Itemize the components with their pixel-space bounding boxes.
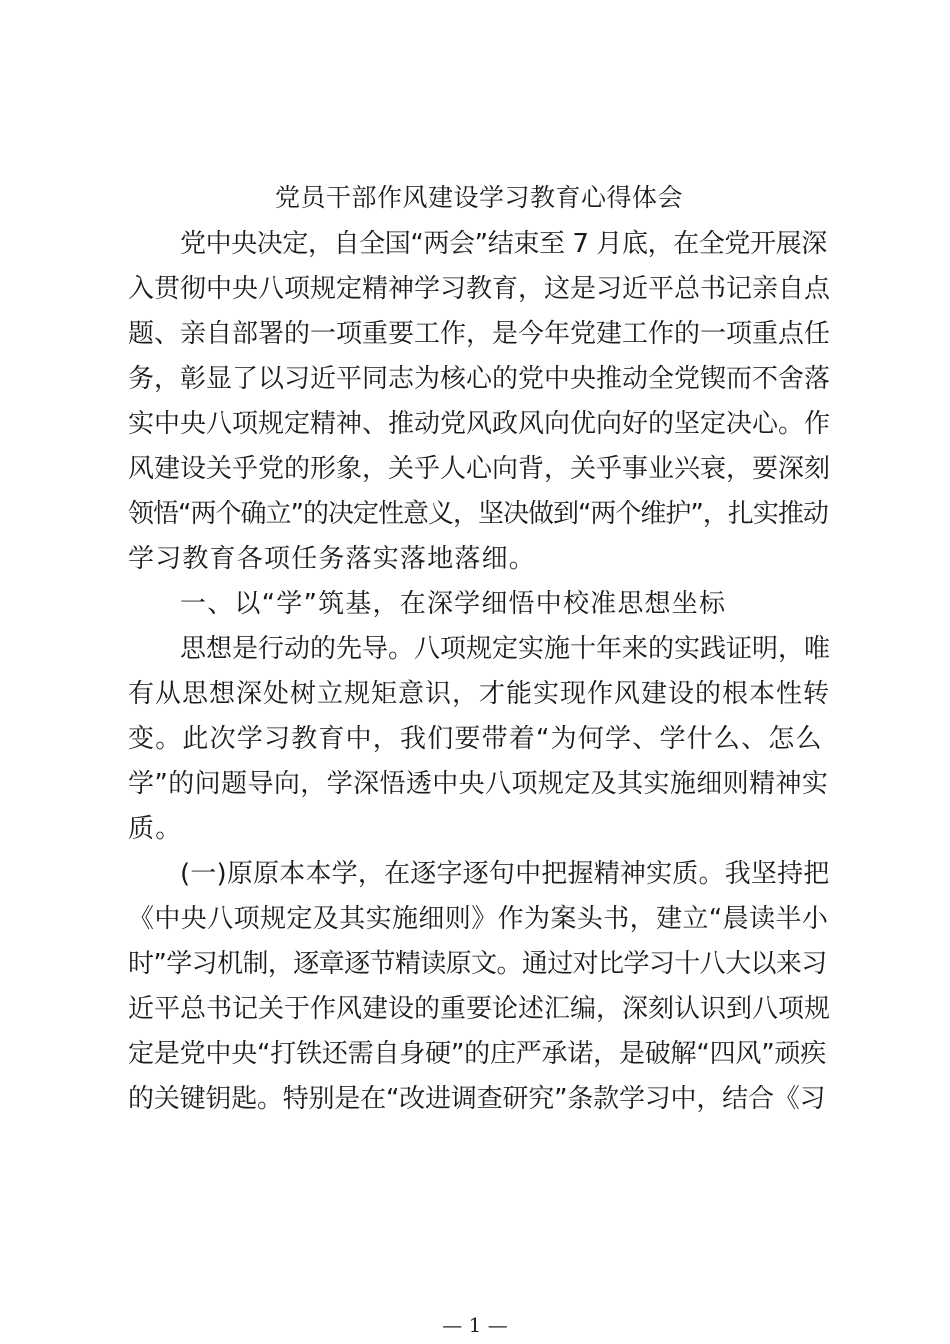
- paragraph-line: 质。: [128, 814, 183, 844]
- paragraph-line: 风建设关乎党的形象，关乎人心向背，关乎事业兴衰，要深刻: [128, 454, 831, 484]
- paragraph-line: 《中央八项规定及其实施细则》作为案头书，建立“晨读半小: [128, 904, 829, 934]
- document-title: 党员干部作风建设学习教育心得体会: [274, 183, 683, 212]
- paragraph-line: 近平总书记关于作风建设的重要论述汇编，深刻认识到八项规: [128, 994, 831, 1024]
- section-heading: 一、以“学”筑基，在深学细悟中校准思想坐标: [180, 589, 727, 619]
- paragraph-line: 入贯彻中央八项规定精神学习教育，这是习近平总书记亲自点: [128, 274, 831, 304]
- paragraph-line: 领悟“两个确立”的决定性意义，坚决做到“两个维护”，扎实推动: [128, 499, 828, 529]
- paragraph-line: 学习教育各项任务落实落地落细。: [128, 544, 537, 574]
- paragraph-line: 题、亲自部署的一项重要工作，是今年党建工作的一项重点任: [128, 319, 831, 349]
- paragraph-line: 的关键钥匙。特别是在“改进调查研究”条款学习中，结合《习: [128, 1084, 826, 1114]
- paragraph-line: 实中央八项规定精神、推动党风政风向优向好的坚定决心。作: [128, 409, 831, 439]
- page-number: — 1 —: [442, 1313, 508, 1337]
- paragraph-line: 党中央决定，自全国“两会”结束至 7 月底，在全党开展深: [180, 229, 827, 259]
- paragraph-line: 时”学习机制，逐章逐节精读原文。通过对比学习十八大以来习: [128, 949, 827, 979]
- paragraph-line: 有从思想深处树立规矩意识，才能实现作风建设的根本性转: [128, 679, 831, 709]
- subsection-line: (一)原原本本学，在逐字逐句中把握精神实质。我坚持把: [180, 859, 830, 889]
- paragraph-line: 学”的问题导向，学深悟透中央八项规定及其实施细则精神实: [128, 769, 829, 799]
- paragraph-line: 务，彰显了以习近平同志为核心的党中央推动全党锲而不舍落: [128, 364, 831, 394]
- paragraph-line: 变。此次学习教育中，我们要带着“为何学、学什么、怎么: [128, 724, 823, 754]
- paragraph-line: 定是党中央“打铁还需自身硬”的庄严承诺，是破解“四风”顽疾: [128, 1039, 827, 1069]
- paragraph-line: 思想是行动的先导。八项规定实施十年来的实践证明，唯: [180, 634, 831, 664]
